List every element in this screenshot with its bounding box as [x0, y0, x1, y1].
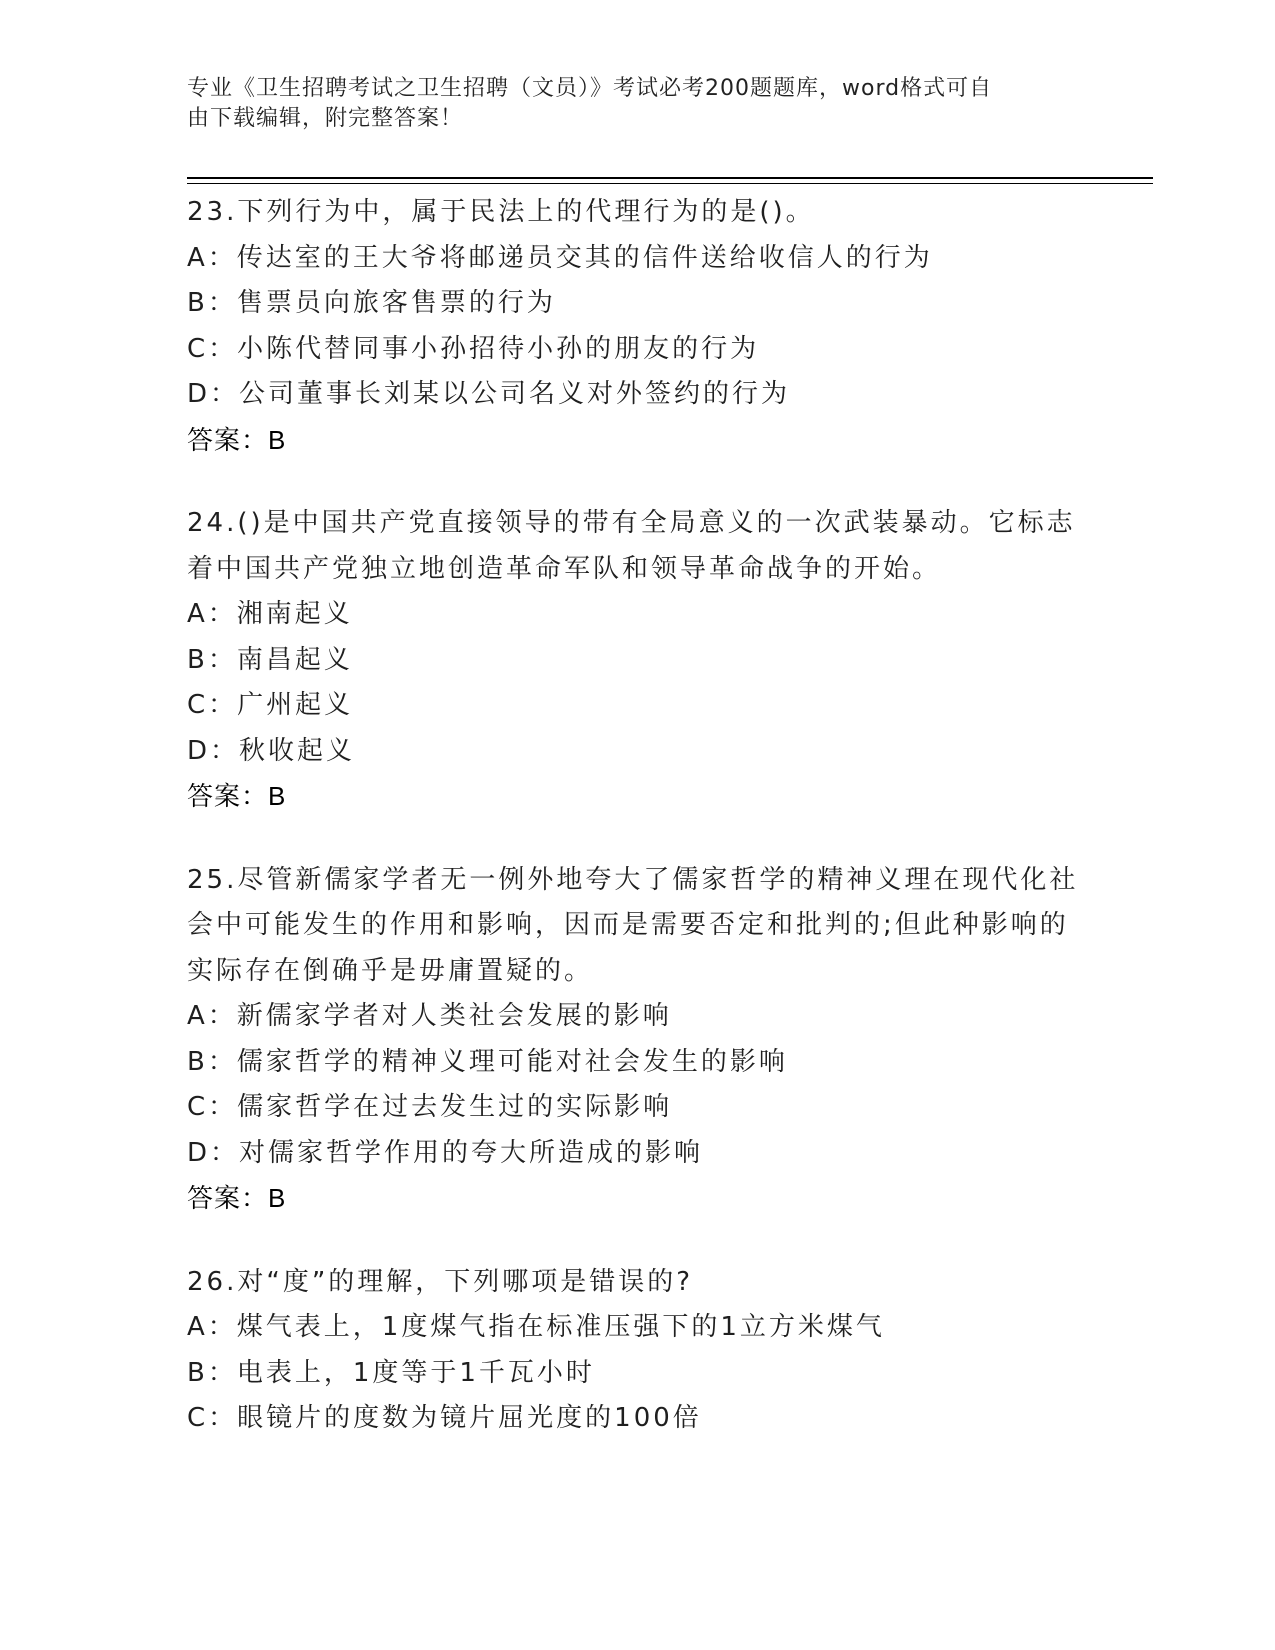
- option-c: C：眼镜片的度数为镜片屈光度的100倍: [187, 1403, 702, 1433]
- question-25: [187, 858, 1087, 1222]
- option-a: A：传达室的王大爷将邮递员交其的信件送给收信人的行为: [187, 242, 933, 273]
- document-header: [187, 74, 1067, 134]
- answer-label: 答案：B: [187, 781, 287, 811]
- option-b: B：电表上，1度等于1千瓦小时: [187, 1357, 595, 1388]
- option-a: A：新儒家学者对人类社会发展的影响: [187, 1001, 672, 1031]
- answer-label: 答案：B: [187, 1183, 287, 1213]
- header-rule-thick: [187, 177, 1153, 179]
- option-d: D：秋收起义: [187, 735, 356, 766]
- option-b: B：售票员向旅客售票的行为: [187, 288, 556, 318]
- option-a: A：湘南起义: [187, 599, 353, 629]
- option-c: C：小陈代替同事小孙招待小孙的朋友的行为: [187, 333, 760, 364]
- header-title-line-2: 由下载编辑，附完整答案！: [187, 106, 464, 131]
- answer-label: 答案：B: [187, 424, 287, 455]
- question-stem-line-1: 24.()是中国共产党直接领导的带有全局意义的一次武装暴动。它标志: [187, 508, 1076, 538]
- question-23: [187, 190, 1087, 463]
- question-stem-line-2: 会中可能发生的作用和影响，因而是需要否定和批判的;但此种影响的: [187, 910, 1069, 940]
- question-stem: 26.对“度”的理解，下列哪项是错误的?: [187, 1266, 694, 1297]
- header-rule-thin: [187, 183, 1153, 184]
- option-b: B：南昌起义: [187, 644, 353, 675]
- option-b: B：儒家哲学的精神义理可能对社会发生的影响: [187, 1046, 788, 1077]
- header-title-line-1: 专业《卫生招聘考试之卫生招聘（文员）》考试必考200题题库，word格式可自: [187, 76, 993, 101]
- question-stem-line-3: 实际存在倒确乎是毋庸置疑的。: [187, 955, 594, 986]
- question-stem-line-2: 着中国共产党独立地创造革命军队和领导革命战争的开始。: [187, 553, 942, 584]
- option-d: D：对儒家哲学作用的夸大所造成的影响: [187, 1137, 704, 1168]
- question-24: [187, 501, 1087, 820]
- option-c: C：儒家哲学在过去发生过的实际影响: [187, 1092, 673, 1122]
- option-a: A：煤气表上，1度煤气指在标准压强下的1立方米煤气: [187, 1312, 885, 1342]
- option-c: C：广州起义: [187, 690, 354, 720]
- question-stem: 23.下列行为中，属于民法上的代理行为的是()。: [187, 197, 815, 227]
- option-d: D：公司董事长刘某以公司名义对外签约的行为: [187, 379, 791, 409]
- question-stem-line-1: 25.尽管新儒家学者无一例外地夸大了儒家哲学的精神义理在现代化社: [187, 864, 1079, 895]
- question-list: [187, 190, 1087, 1480]
- question-26: [187, 1260, 1087, 1442]
